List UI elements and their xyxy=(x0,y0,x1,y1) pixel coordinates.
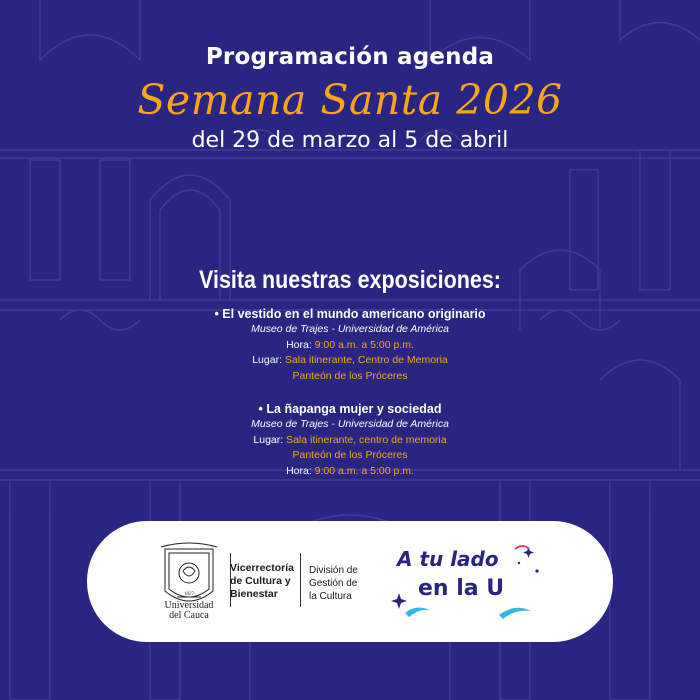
exhibition-title: • La ñapanga mujer y sociedad xyxy=(258,402,442,416)
exhibition-hora xyxy=(0,338,700,354)
exhibition-museum: Museo de Trajes - Universidad de América xyxy=(251,323,449,335)
logo-year: 1827 xyxy=(184,592,194,597)
exhibition-museum: Museo de Trajes - Universidad de América xyxy=(251,418,449,430)
lugar-label: Lugar: xyxy=(253,433,287,446)
exhibition-lugar xyxy=(0,433,700,449)
university-line1: Universidad xyxy=(164,600,214,611)
hora-label: Hora: xyxy=(286,338,315,351)
vice-line2: de Cultura y xyxy=(230,575,291,587)
event-dates: del 29 de marzo al 5 de abril xyxy=(191,128,509,153)
exhibition-lugar xyxy=(0,353,700,369)
div-line3: la Cultura xyxy=(309,591,352,602)
exhibition-title: • El vestido en el mundo americano originario xyxy=(214,307,486,321)
hora-label: Hora: xyxy=(286,464,315,477)
exhibition-2 xyxy=(0,401,700,479)
university-name xyxy=(149,601,229,621)
lugar-value: Sala itinerante, centro de memoria xyxy=(286,433,447,446)
division-label xyxy=(309,564,379,603)
lugar-value-line2: Panteón de los Próceres xyxy=(292,369,408,382)
wave-swoosh-icon xyxy=(405,607,531,619)
slogan-line2: en la U xyxy=(418,576,505,601)
lugar-value: Sala itinerante, Centro de Memoria xyxy=(284,354,448,366)
university-line2: del Cauca xyxy=(169,610,209,621)
hora-value: 9:00 a.m. a 5:00 p.m. xyxy=(314,338,414,351)
div-line1: División de xyxy=(309,565,358,576)
div-line2: Gestión de xyxy=(309,578,358,589)
vicerrectoria-label xyxy=(230,562,305,601)
lugar-label: Lugar: xyxy=(252,354,285,366)
event-title: Semana Santa 2026 xyxy=(137,76,563,124)
hora-value: 9:00 a.m. a 5:00 p.m. xyxy=(314,464,414,477)
slogan-line1: A tu lado xyxy=(397,547,499,571)
lugar-value-line2: Panteón de los Próceres xyxy=(292,449,408,461)
exhibition-1 xyxy=(0,306,700,384)
divider xyxy=(300,553,301,607)
program-title: Programación agenda xyxy=(205,44,495,70)
exhibition-hora xyxy=(0,464,700,480)
vice-line1: Vicerrectoría xyxy=(230,562,295,574)
section-heading: Visita nuestras exposiciones: xyxy=(199,266,501,294)
vice-line3: Bienestar xyxy=(230,588,278,600)
footer-logo-bar xyxy=(87,521,613,642)
